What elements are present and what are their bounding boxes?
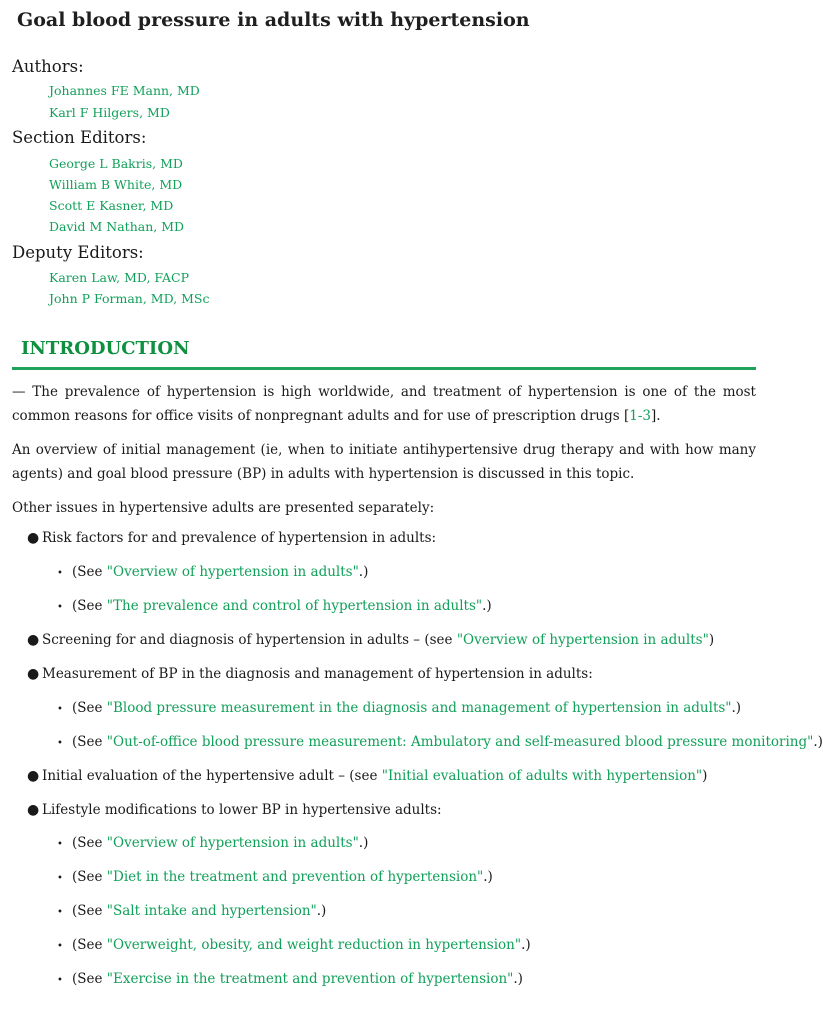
list-item-text: Measurement of BP in the diagnosis and management of hypertension in adults: xyxy=(42,666,593,682)
sub-bullet-icon: • xyxy=(57,907,63,918)
section-editor-link-bakris[interactable]: George L Bakris, MD xyxy=(49,156,183,171)
see-suffix: .) xyxy=(358,564,369,580)
deputy-editor-link-law[interactable]: Karen Law, MD, FACP xyxy=(49,270,190,285)
see-suffix: .) xyxy=(731,700,742,716)
see-suffix: .) xyxy=(521,937,531,953)
sub-list-item xyxy=(57,903,326,919)
sub-bullet-icon: • xyxy=(57,839,63,850)
sub-list-item xyxy=(57,869,493,885)
list-item-text: Lifestyle modifications to lower BP in hypertensive adults: xyxy=(42,802,442,818)
intro-paragraph-1-end: ]. xyxy=(650,408,661,424)
topic-link-overview-hypertension[interactable]: "Overview of hypertension in adults" xyxy=(106,564,359,580)
see-suffix: .) xyxy=(316,903,327,919)
intro-paragraph-2: An overview of initial management (ie, when to initiate antihypertensive drug therapy and with how many agents) and goal blood pressure (BP) in adults with hypertension is discussed in this topic. xyxy=(12,442,756,482)
section-editor-link-nathan[interactable]: David M Nathan, MD xyxy=(49,219,185,234)
see-suffix: .) xyxy=(483,869,493,885)
intro-paragraph-3: Other issues in hypertensive adults are presented separately: xyxy=(12,500,435,516)
topic-link-weight-reduction[interactable]: "Overweight, obesity, and weight reduction in hypertension" xyxy=(106,937,522,953)
see-prefix: (See xyxy=(72,903,107,919)
see-prefix: (See xyxy=(72,835,107,851)
deputy-editor-link-forman[interactable]: John P Forman, MD, MSc xyxy=(49,291,210,306)
bullet-icon: ● xyxy=(27,666,40,682)
see-prefix: (See xyxy=(72,937,107,953)
topic-link-out-of-office-bp[interactable]: "Out-of-office blood pressure measurement: Ambulatory and self-measured blood pressure monitoring" xyxy=(106,734,814,750)
list-item-initial-evaluation xyxy=(27,768,707,784)
paren-close: ) xyxy=(708,632,715,648)
bullet-icon: ● xyxy=(27,530,40,546)
page-title: Goal blood pressure in adults with hypertension xyxy=(17,9,530,31)
see-suffix: .) xyxy=(358,835,369,851)
bullet-icon: ● xyxy=(27,632,40,648)
sub-bullet-icon: • xyxy=(57,568,63,579)
see-prefix: (See xyxy=(72,869,107,885)
authors-label: Authors: xyxy=(12,57,84,76)
sub-list-item xyxy=(57,598,492,614)
topic-link-overview-hypertension[interactable]: "Overview of hypertension in adults" xyxy=(456,632,709,648)
bullet-icon: ● xyxy=(27,802,40,818)
sub-list-item xyxy=(57,835,368,851)
topic-link-salt-intake[interactable]: "Salt intake and hypertension" xyxy=(106,903,317,919)
deputy-editors-label: Deputy Editors: xyxy=(12,243,144,262)
author-link-hilgers[interactable]: Karl F Hilgers, MD xyxy=(49,105,170,120)
see-prefix: (See xyxy=(72,971,107,987)
list-item-measurement xyxy=(27,666,593,682)
sub-list-item xyxy=(57,937,531,953)
paren-close: ) xyxy=(702,768,708,784)
reference-link-1-3[interactable]: 1-3 xyxy=(629,408,651,424)
see-suffix: .) xyxy=(482,598,492,614)
topic-link-exercise[interactable]: "Exercise in the treatment and prevention of hypertension" xyxy=(106,971,514,987)
section-divider xyxy=(12,367,756,370)
sub-bullet-icon: • xyxy=(57,941,63,952)
topic-link-prevalence-control[interactable]: "The prevalence and control of hypertension in adults" xyxy=(106,598,483,614)
see-suffix: .) xyxy=(813,734,823,750)
paren-open: (see xyxy=(424,632,457,648)
section-heading-introduction: INTRODUCTION xyxy=(21,338,190,359)
topic-link-bp-measurement[interactable]: "Blood pressure measurement in the diagnosis and management of hypertension in adults" xyxy=(106,700,732,716)
intro-paragraph-1-text: — The prevalence of hypertension is high worldwide, and treatment of hypertension is one of the most common reasons for office visits of nonpregnant adults and for use of prescription drugs [ xyxy=(12,384,756,424)
list-item-text: Initial evaluation of the hypertensive adult – xyxy=(42,768,350,784)
sub-bullet-icon: • xyxy=(57,602,63,613)
topic-link-overview-hypertension[interactable]: "Overview of hypertension in adults" xyxy=(106,835,359,851)
see-prefix: (See xyxy=(72,564,107,580)
list-item-lifestyle xyxy=(27,802,442,818)
bullet-icon: ● xyxy=(27,768,40,784)
sub-list-item xyxy=(57,734,823,750)
list-item-screening xyxy=(27,632,714,648)
see-suffix: .) xyxy=(513,971,523,987)
intro-paragraph-1 xyxy=(12,380,756,428)
list-item-text: Screening for and diagnosis of hypertension in adults – xyxy=(42,632,425,648)
topic-link-initial-evaluation[interactable]: "Initial evaluation of adults with hypertension" xyxy=(381,768,703,784)
sub-list-item xyxy=(57,971,523,987)
see-prefix: (See xyxy=(72,734,107,750)
sub-bullet-icon: • xyxy=(57,873,63,884)
paren-open: (see xyxy=(349,768,382,784)
sub-bullet-icon: • xyxy=(57,975,63,986)
section-editors-label: Section Editors: xyxy=(12,128,147,147)
sub-bullet-icon: • xyxy=(57,738,63,749)
list-item-text: Risk factors for and prevalence of hypertension in adults: xyxy=(42,530,437,546)
see-prefix: (See xyxy=(72,598,107,614)
section-editor-link-white[interactable]: William B White, MD xyxy=(49,177,183,192)
sub-bullet-icon: • xyxy=(57,704,63,715)
list-item-risk-factors xyxy=(27,530,436,546)
sub-list-item xyxy=(57,700,741,716)
see-prefix: (See xyxy=(72,700,107,716)
topic-link-diet[interactable]: "Diet in the treatment and prevention of hypertension" xyxy=(106,869,484,885)
sub-list-item xyxy=(57,564,368,580)
section-editor-link-kasner[interactable]: Scott E Kasner, MD xyxy=(49,198,174,213)
author-link-mann[interactable]: Johannes FE Mann, MD xyxy=(49,83,200,98)
